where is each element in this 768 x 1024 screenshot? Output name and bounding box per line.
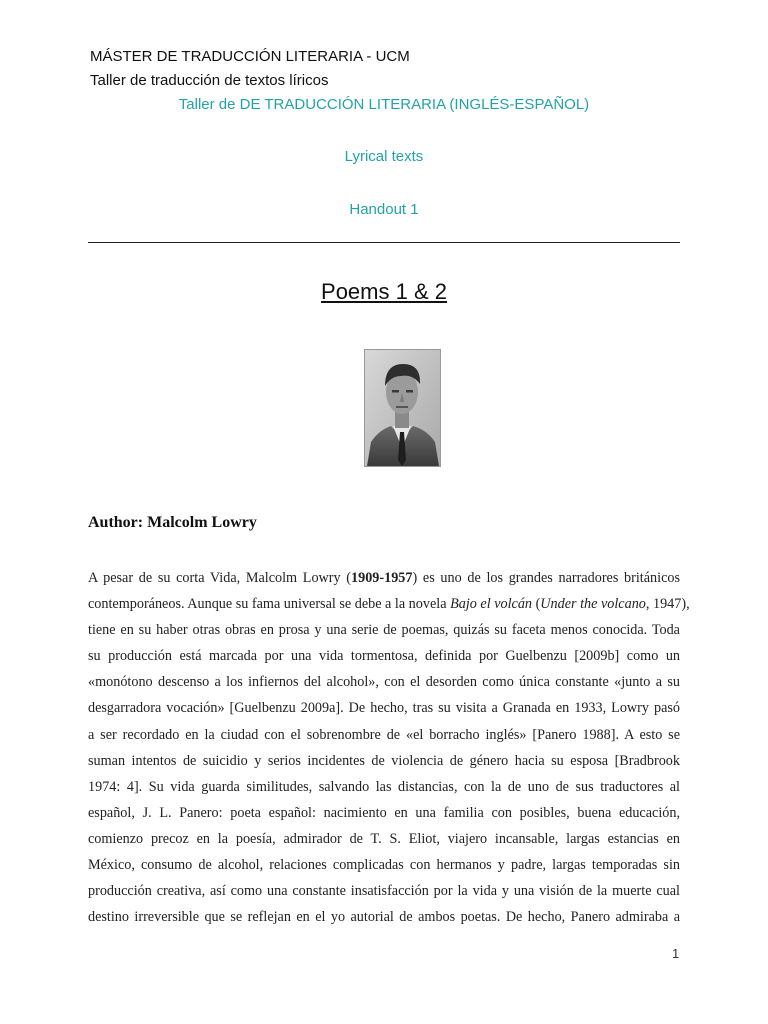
paragraph-line [88,617,680,643]
text-run: ( [532,596,541,613]
handout-label: Handout 1 [349,201,419,218]
paragraph-line [88,878,680,904]
author-heading: Author: Malcolm Lowry [88,514,257,531]
text-run: , 1947), [645,596,690,613]
text-run: ) es uno de los grandes narradores británicos [412,570,680,586]
author-portrait-image [364,349,441,467]
paragraph-line [88,695,680,721]
text-run: comienzo precoz en la poesía, admirador de T. S. Eliot, viajero incansable, largas estancias en [88,830,680,847]
bold-run: 1909-1957 [351,570,413,586]
text-run: tiene en su haber otras obras en prosa y una serie de poemas, quizás su faceta menos conocida. Toda [88,622,680,639]
text-run: desgarradora vocación» [Guelbenzu 2009a]. De hecho, tras su visita a Granada en 1933, Lowry pasó [88,700,680,717]
paragraph-line [88,669,680,695]
text-run: suman intentos de suicidio y serios incidentes de violencia de género hacia su esposa [Bradbrook [88,752,680,769]
paragraph-line [88,800,680,826]
section-label: Lyrical texts [344,148,424,165]
paragraph-line [88,565,680,591]
paragraph-line [88,774,680,800]
biography-paragraph [88,565,690,930]
text-run: producción creativa, así como una constante insatisfacción por la vida y una visión de la muerte cual [88,883,680,900]
header-subtitle: Taller de DE TRADUCCIÓN LITERARIA (INGLÉS-ESPAÑOL) [178,96,590,113]
page-title: Poems 1 & 2 [321,279,447,304]
text-run: destino irreversible que se reflejan en el yo autorial de ambos poetas. De hecho, Panero admiraba a [88,909,680,926]
header-program-line: MÁSTER DE TRADUCCIÓN LITERARIA - UCM [90,48,410,65]
text-run: México, consumo de alcohol, relaciones complicadas con hermanos y padre, largas temporadas sin [88,857,680,874]
paragraph-line [88,826,680,852]
paragraph-line [88,722,680,748]
text-run: «monótono descenso a los infiernos del alcohol», con el desorden como única constante «junto a su [88,674,680,691]
text-run: su producción está marcada por una vida tormentosa, definida por Guelbenzu [2009b] como un [88,648,680,665]
paragraph-line [88,904,680,930]
portrait-photo-icon [365,350,440,466]
page-number: 1 [672,946,680,961]
italic-title: Under the volcano [540,596,646,613]
paragraph-line [88,748,680,774]
text-run: 1974: 4]. Su vida guarda similitudes, salvando las distancias, con la de uno de sus traductores al [88,778,680,795]
italic-title: Bajo el volcán [450,596,533,613]
text-run: español, J. L. Panero: poeta español: nacimiento en una familia con posibles, buena educación, [88,804,680,821]
header-divider [88,242,680,243]
text-run: A pesar de su corta Vida, Malcolm Lowry ( [88,570,352,586]
paragraph-line [88,852,680,878]
text-run: a ser recordado en la ciudad con el sobrenombre de «el borracho inglés» [Panero 1988]. A esto se [88,726,680,743]
paragraph-line [88,643,680,669]
paragraph-line [88,591,690,617]
header-workshop-line: Taller de traducción de textos líricos [90,72,329,89]
text-run: contemporáneos. Aunque su fama universal se debe a la novela [88,596,451,613]
